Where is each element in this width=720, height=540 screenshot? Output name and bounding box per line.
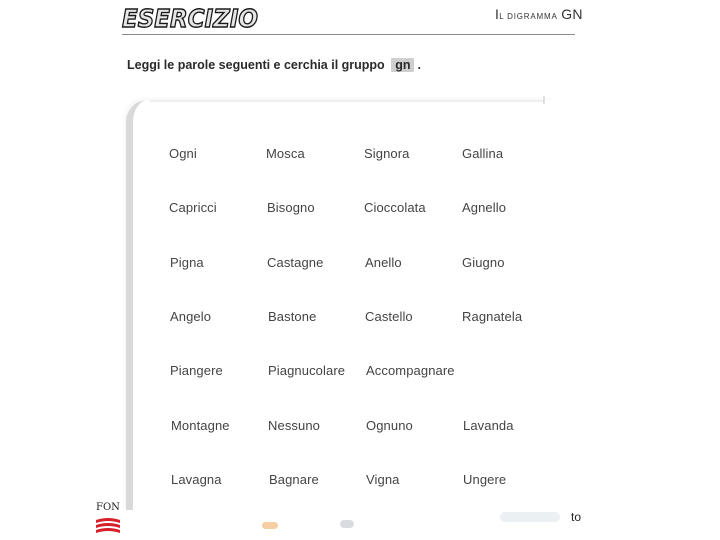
word-item: Giugno xyxy=(462,255,505,270)
header-divider xyxy=(122,34,575,35)
footer-mark xyxy=(500,512,560,522)
instruction-after: . xyxy=(417,58,421,72)
publisher-logo-text: FON xyxy=(96,502,120,513)
word-item: Ognuno xyxy=(366,418,413,433)
word-item: Lavanda xyxy=(463,418,514,433)
word-item: Bisogno xyxy=(267,200,315,215)
word-item: Pigna xyxy=(170,255,204,270)
word-item: Piagnucolare xyxy=(268,363,346,378)
word-item: Signora xyxy=(364,146,410,161)
card-top-edge xyxy=(150,100,545,102)
section-title xyxy=(495,6,583,22)
word-card xyxy=(126,100,553,510)
word-item: Castello xyxy=(365,309,413,324)
word-item: Angelo xyxy=(170,309,212,324)
section-title-end: GN xyxy=(561,6,583,22)
word-item: Anello xyxy=(365,255,402,270)
instruction-text xyxy=(127,58,421,72)
exercise-title: ESERCIZIO xyxy=(122,4,258,33)
word-item: Vigna xyxy=(366,472,400,487)
footer-mark xyxy=(262,522,278,529)
word-item: Nessuno xyxy=(268,418,321,433)
footer-mark xyxy=(340,520,354,528)
word-item: Cioccolata xyxy=(364,200,426,215)
word-item: Accompagnare xyxy=(366,363,455,378)
word-item: Ungere xyxy=(463,472,507,487)
publisher-flag-icon xyxy=(96,516,120,536)
word-item: Ogni xyxy=(169,146,197,161)
section-title-small: L DIGRAMMA xyxy=(499,12,558,21)
word-item: Capricci xyxy=(169,200,217,215)
word-item: Gallina xyxy=(462,146,504,161)
word-item: Castagne xyxy=(267,255,324,270)
word-item: Piangere xyxy=(170,363,223,378)
footer-partial-text: to xyxy=(571,510,582,524)
word-item: Ragnatela xyxy=(462,309,523,324)
instruction-highlight: gn xyxy=(391,58,414,72)
card-corner-mark xyxy=(543,96,545,104)
word-item: Bagnare xyxy=(269,472,319,487)
section-title-initial: I xyxy=(495,6,500,22)
word-item: Lavagna xyxy=(171,472,222,487)
word-item: Agnello xyxy=(462,200,507,215)
word-item: Bastone xyxy=(268,309,317,324)
word-item: Montagne xyxy=(171,418,230,433)
instruction-before: Leggi le parole seguenti e cerchia il gruppo xyxy=(127,58,385,72)
word-item: Mosca xyxy=(266,146,305,161)
